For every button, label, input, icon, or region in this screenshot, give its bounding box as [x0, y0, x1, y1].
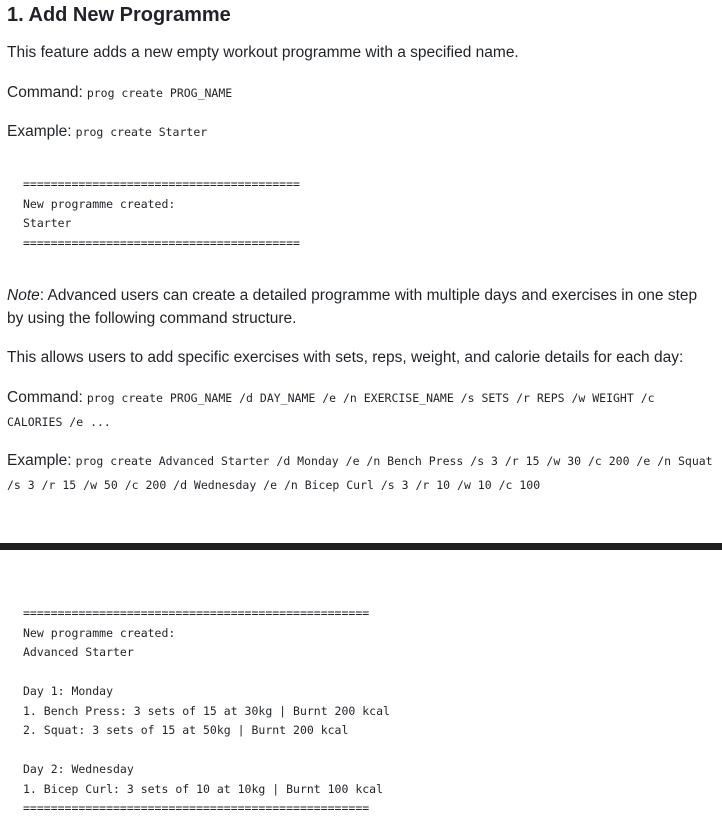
advanced-example-label: Example:: [7, 452, 72, 469]
output-separator-top: ========================================: [23, 177, 300, 191]
advanced-command-line: [7, 386, 713, 434]
output2-created-line: New programme created:: [23, 625, 176, 640]
output-created-line: New programme created:: [23, 196, 176, 211]
note-text: : Advanced users can create a detailed programme with multiple days and exercises in one step by using the following command structure.: [7, 287, 698, 327]
output-block-advanced: [23, 604, 390, 819]
example-line: [7, 120, 713, 144]
advanced-command-label: Command:: [7, 389, 83, 406]
output2-separator-top: ==================================================: [23, 606, 370, 620]
section-heading: 1. Add New Programme: [7, 4, 231, 26]
output-block-basic: [23, 175, 300, 253]
output-separator-bottom: ========================================: [23, 235, 300, 250]
output2-day1-exercise2: 2. Squat: 3 sets of 15 at 50kg | Burnt 200 kcal: [23, 723, 349, 737]
output-programme-name: Starter: [23, 216, 72, 230]
section-divider: [0, 543, 722, 550]
example-label: Example:: [7, 123, 72, 140]
intro-text: This feature adds a new empty workout programme with a specified name.: [7, 44, 519, 61]
advanced-command-code: prog create PROG_NAME /d DAY_NAME /e /n EXERCISE_NAME /s SETS /r REPS /w WEIGHT /c CALORIES /e ...: [7, 391, 655, 429]
output2-blank-line-2: [23, 741, 390, 761]
output2-day1-exercise1: 1. Bench Press: 3 sets of 15 at 30kg | Burnt 200 kcal: [23, 703, 390, 718]
output2-day2-title: Day 2: Wednesday: [23, 762, 134, 776]
output2-separator-bottom: ==================================================: [23, 801, 370, 815]
command-code: prog create PROG_NAME: [86, 86, 233, 100]
note-emphasis: Note: [7, 287, 40, 304]
output2-programme-name: Advanced Starter: [23, 645, 134, 659]
output2-blank-line: [23, 663, 390, 683]
command-label: Command:: [7, 84, 83, 101]
output2-day1-title: Day 1: Monday: [23, 684, 114, 698]
command-line: [7, 81, 713, 105]
allows-text: This allows users to add specific exercises with sets, reps, weight, and calorie details for each day:: [7, 349, 684, 366]
example-code: prog create Starter: [75, 125, 208, 139]
note-paragraph: [7, 284, 707, 330]
output2-day2-exercise1: 1. Bicep Curl: 3 sets of 10 at 10kg | Burnt 100 kcal: [23, 781, 384, 796]
advanced-example-line: [7, 449, 713, 497]
advanced-example-code: prog create Advanced Starter /d Monday /e /n Bench Press /s 3 /r 15 /w 30 /c 200 /e /n Squat /s 3 /r 15 /w 50 /c 200 /d Wednesday /e /n Bicep Curl /s 3 /r 10 /w 10 /c 100: [7, 454, 713, 492]
